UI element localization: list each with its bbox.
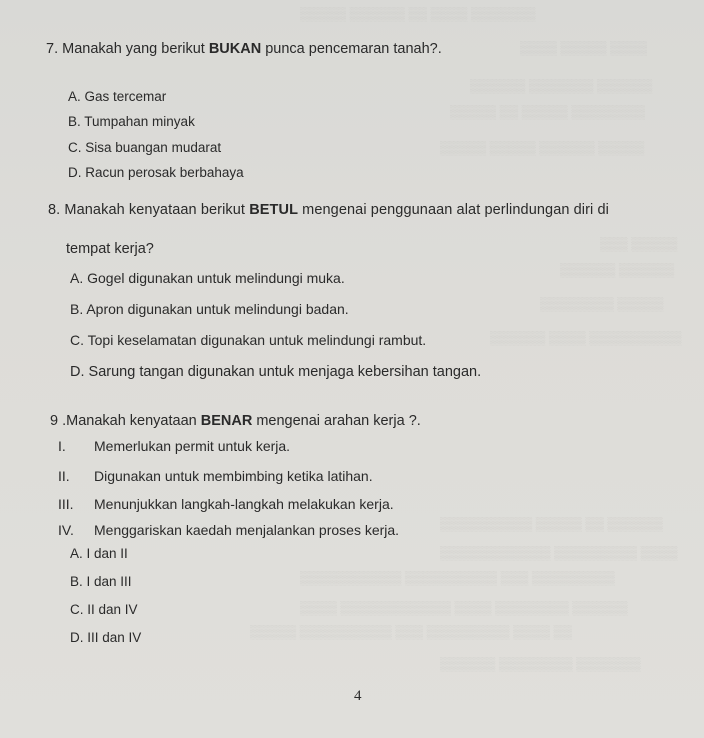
question-8-keyword: BETUL	[249, 202, 299, 218]
question-9-statement-1	[58, 437, 290, 455]
bleed-through-text: ▒▒▒▒▒▒▒ ▒▒▒▒▒▒▒▒ ▒▒▒▒▒▒	[440, 656, 641, 671]
bleed-through-text: ▒▒▒▒▒▒ ▒▒ ▒▒▒▒▒ ▒▒▒▒▒▒▒▒▒▒	[440, 516, 663, 531]
statement-text: Digunakan untuk membimbing ketika latihan.	[94, 468, 373, 484]
question-9-keyword: BENAR	[200, 413, 253, 429]
statement-numeral: I.	[58, 438, 66, 454]
question-9-prefix: 9 .Manakah kenyataan	[50, 413, 201, 429]
question-9-statement-4	[58, 521, 399, 539]
bleed-through-text: ▒▒ ▒▒▒▒ ▒▒▒▒▒▒▒▒▒ ▒▒▒ ▒▒▒▒▒▒▒▒▒▒ ▒▒▒▒▒	[250, 624, 573, 639]
bleed-through-text: ▒▒▒▒▒▒ ▒▒▒▒▒▒	[560, 262, 675, 277]
question-9-option-c: C. II dan IV	[70, 602, 138, 617]
question-8-stem	[48, 201, 609, 219]
bleed-through-text: ▒▒▒▒▒ ▒▒▒▒▒▒ ▒▒▒▒▒ ▒▒▒▒▒	[440, 140, 645, 155]
bleed-through-text: ▒▒▒▒ ▒▒▒▒▒▒▒▒▒ ▒▒▒▒▒▒▒▒▒▒▒▒	[440, 545, 678, 560]
question-9-option-b: B. I dan III	[70, 574, 132, 589]
statement-numeral: II.	[58, 468, 70, 484]
question-8-suffix: mengenai penggunaan alat perlindungan diri di	[298, 202, 609, 218]
bleed-through-text: ▒▒▒▒▒ ▒▒▒	[600, 236, 678, 251]
question-9-statement-2	[58, 467, 373, 485]
bleed-through-text: ▒▒▒▒▒▒▒▒ ▒▒▒▒▒ ▒▒ ▒▒▒▒▒	[450, 104, 646, 119]
statement-text: Menggariskan kaedah menjalankan proses kerja.	[94, 522, 400, 538]
page-number: 4	[354, 688, 362, 704]
question-7-prefix: 7. Manakah yang berikut	[46, 41, 209, 57]
question-9-option-d: D. III dan IV	[70, 630, 142, 645]
bleed-through-text: ▒▒▒▒▒▒▒▒▒ ▒▒▒ ▒▒▒▒▒▒▒▒▒▒ ▒▒▒▒▒▒▒▒▒▒▒	[300, 570, 615, 585]
question-8-prefix: 8. Manakah kenyataan berikut	[48, 202, 250, 218]
question-8-option-b: B. Apron digunakan untuk melindungi badan.	[70, 301, 349, 317]
bleed-through-text: ▒▒▒▒▒▒▒ ▒▒▒▒ ▒▒ ▒▒▒▒▒▒ ▒▒▒▒▒	[300, 6, 536, 21]
question-9-statement-3	[58, 495, 394, 513]
question-9-suffix: mengenai arahan kerja ?.	[252, 413, 421, 429]
question-9-option-a: A. I dan II	[70, 546, 128, 561]
bleed-through-text: ▒▒▒▒▒▒▒▒▒▒ ▒▒▒▒ ▒▒▒▒▒▒	[490, 330, 682, 345]
question-9-stem	[50, 412, 421, 430]
question-7-keyword: BUKAN	[208, 41, 262, 57]
question-7-suffix: punca pencemaran tanah?.	[261, 41, 442, 57]
question-8-option-a: A. Gogel digunakan untuk melindungi muka.	[70, 270, 345, 286]
question-7-stem	[46, 40, 442, 58]
question-7-option-d: D. Racun perosak berbahaya	[68, 165, 244, 180]
question-7-option-a: A. Gas tercemar	[68, 89, 167, 104]
statement-text: Memerlukan permit untuk kerja.	[94, 438, 291, 454]
question-8-stem-line2: tempat kerja?	[66, 241, 154, 257]
bleed-through-text: ▒▒▒▒ ▒▒▒▒▒ ▒▒▒▒	[520, 40, 647, 55]
statement-numeral: III.	[58, 496, 74, 512]
question-8-option-d: D. Sarung tangan digunakan untuk menjaga kebersihan tangan.	[70, 364, 482, 380]
question-7-option-b: B. Tumpahan minyak	[68, 114, 195, 129]
statement-numeral: IV.	[58, 522, 74, 538]
question-7-option-c: C. Sisa buangan mudarat	[68, 140, 222, 155]
bleed-through-text: ▒▒▒▒▒▒ ▒▒▒▒▒▒▒▒ ▒▒▒▒ ▒▒▒▒▒▒▒▒▒▒▒▒ ▒▒▒▒	[300, 600, 628, 615]
bleed-through-text: ▒▒▒▒▒▒ ▒▒▒▒▒▒▒ ▒▒▒▒▒▒	[470, 78, 653, 93]
statement-text: Menunjukkan langkah-langkah melakukan kerja.	[94, 496, 394, 512]
question-8-option-c: C. Topi keselamatan digunakan untuk melindungi rambut.	[70, 332, 427, 348]
bleed-through-text: ▒▒▒▒▒ ▒▒▒▒▒▒▒▒	[540, 296, 664, 311]
